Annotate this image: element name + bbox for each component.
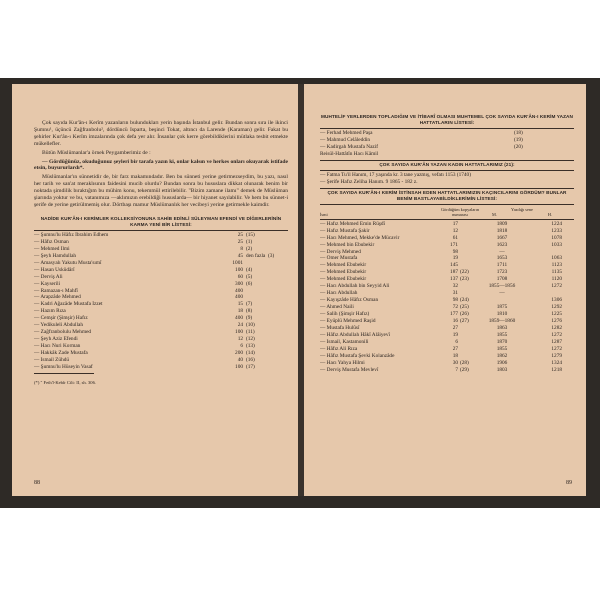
- table-cell: 137: [450, 276, 458, 283]
- table-cell: (26): [460, 311, 469, 318]
- table-cell: — Derviş Mehmed: [320, 248, 361, 255]
- table-cell: (7): [246, 301, 253, 308]
- table-cell: [458, 332, 482, 339]
- table-cell: 1272: [551, 283, 562, 290]
- table-row: [34, 357, 288, 364]
- table-row: [320, 297, 574, 304]
- table-row: [320, 130, 574, 137]
- table-cell: (15): [246, 231, 255, 238]
- table-row: [320, 367, 574, 374]
- column-header-calendars: [482, 212, 562, 217]
- table-cell: [458, 242, 482, 249]
- table-cell: (6): [246, 280, 253, 287]
- table-row: [320, 353, 574, 360]
- list-item: — Fatma Tu'il Hanım, 17 yaşında kr. 3 tane yazmış, vefatı 1153 (1740): [320, 171, 471, 178]
- column-header-count: Gördüğüm kopyaların numarası: [440, 206, 480, 217]
- table-cell: [268, 364, 288, 371]
- table-row: [34, 267, 288, 274]
- table-cell: (27): [460, 318, 469, 325]
- table-cell: [522, 249, 562, 256]
- table-cell: 1224: [551, 220, 562, 227]
- table-cell: (4): [246, 266, 253, 273]
- table-cell: 1708: [496, 276, 508, 283]
- table-cell: — Derviş Mustafa Mevlevî: [320, 366, 379, 373]
- footnote-divider: [34, 373, 94, 374]
- table-cell: [458, 353, 482, 360]
- table-row: [320, 242, 574, 249]
- table-cell: 1282: [551, 325, 562, 332]
- table-row: [320, 283, 574, 290]
- body-paragraph: Müslümanlar'ın sünnetidir de, bir farz makamındadır. Ben bu sünneti yerine getirmezseydim, bu yazı, nasıl her tarih ve san'at meraklısının faidesini mucib olurdu? Bundan sonra bu hususlara dikkat olunarak benim bir noktada şimdilik bıraktığım bu mühim konu, tekemmül ettirilebilir. "Bizim zamane ilamı" demek de Müslüman şiarında yoktur ve bu, vatanımıza —aklımızın erebildiği hususlarda— bir hiyanet sayılabilir. Ve hem bu sünnet-i şerife de yerine getirülmemiş olur. Dörtbaşı mamur Müslümanlık her vecibeyi yerine getirmekle kaimdir.: [34, 174, 288, 208]
- table-cell: (19): [514, 136, 523, 143]
- table-cell: 1875: [496, 304, 508, 311]
- table-row: [320, 269, 574, 276]
- table-cell: [458, 283, 482, 290]
- table-cell: — Hâfız Mustafa Şevki Kolanzâde: [320, 352, 395, 359]
- table-cell: (13): [246, 343, 255, 350]
- table-cell: (24): [460, 297, 469, 304]
- table-cell: — Hacı Nuri Korman: [34, 343, 81, 350]
- table-row: [320, 339, 574, 346]
- table-cell: (11): [246, 329, 255, 336]
- table-cell: — Mehmed bin Ebubekir: [320, 241, 375, 248]
- table-cell: [268, 357, 288, 364]
- left-page: [12, 84, 298, 496]
- table-cell: 24: [237, 322, 243, 329]
- table-cell: — Mehmed Ebubekir: [320, 262, 367, 269]
- table-cell: 18: [452, 352, 458, 359]
- table-cell: 171: [450, 241, 458, 248]
- table-cell: — Ferhad Mehmed Paşa: [320, 130, 373, 136]
- table-cell: — Mahmud Celâleddin: [320, 136, 371, 143]
- table-cell: — Hafız Mustafa Şakir: [320, 227, 370, 234]
- table-cell: [268, 329, 288, 336]
- table-row: [34, 239, 288, 246]
- table-cell: — Amasyalı Yakutu Musta'sımî: [34, 259, 102, 266]
- table-cell: (16): [246, 357, 255, 364]
- table-cell: — Şumnu'lu Hüseyin Vasaf: [34, 363, 93, 370]
- table-cell: 19: [452, 331, 458, 338]
- table-cell: 1324: [551, 359, 562, 366]
- table-cell: [514, 151, 574, 158]
- table-cell: 45: [237, 252, 243, 259]
- table-cell: 1906: [496, 359, 508, 366]
- table-cell: — Mustafa Hulûsî: [320, 325, 360, 332]
- table-cell: 1855—1856: [488, 283, 516, 290]
- table-cell: [458, 339, 482, 346]
- table-cell: (25): [460, 304, 469, 311]
- table-row: [34, 253, 288, 260]
- table-cell: [268, 274, 288, 281]
- column-header-name: İsmi: [320, 211, 328, 217]
- calligrapher-list: [320, 130, 574, 158]
- table-cell: 1287: [551, 338, 562, 345]
- table-row: [34, 260, 288, 267]
- table-cell: — Mehmed Ebubekir: [320, 269, 367, 276]
- table-cell: 1862: [496, 352, 508, 359]
- table-cell: (18): [514, 130, 523, 136]
- column-header-year: [482, 207, 562, 217]
- table-cell: 1292: [551, 304, 562, 311]
- table-cell: — Hâfız Abdullah Hâkî Alâiyevî: [320, 331, 391, 338]
- table-cell: 1225: [551, 311, 562, 318]
- table-cell: [268, 281, 288, 288]
- table-cell: 1623: [496, 241, 508, 248]
- section-title: NADİDE KUR'ÂN-I KERİMLER KOLLEKSİYONUNA SAHİB EDİNLİ SÜLEYMAN EFENDİ VE DİĞERLERİNİN KARMA YENİ BİR LİSTESİ:: [40, 215, 282, 227]
- table-cell: [243, 288, 268, 295]
- table-cell: 1809: [496, 220, 508, 227]
- table-cell: 1653: [496, 255, 508, 262]
- table-cell: 1667: [496, 234, 508, 241]
- table-row: [320, 255, 574, 262]
- table-cell: 27: [452, 345, 458, 352]
- table-cell: — Hakkâk Zade Mustafa: [34, 350, 88, 357]
- table-cell: 17: [452, 220, 458, 227]
- table-cell: — Hasan Üsküdârî: [34, 266, 75, 273]
- table-row: [320, 360, 574, 367]
- table-cell: 15: [237, 301, 243, 308]
- divider: [34, 230, 288, 231]
- table-row: [34, 288, 288, 295]
- table-cell: 40: [237, 357, 243, 364]
- table-cell: (17): [246, 363, 255, 370]
- table-cell: 1120: [551, 276, 562, 283]
- table-cell: 19: [452, 255, 458, 262]
- table-cell: 72: [452, 304, 458, 311]
- calligrapher-list: [34, 232, 288, 371]
- table-row: [320, 346, 574, 353]
- table-cell: 16: [452, 318, 458, 325]
- table-cell: 300: [235, 280, 243, 287]
- section-title: MUHTELİF YERLERDEN TOPLADIĞIM VE İTİBARÎ OLMASI MUHTEMEL ÇOK SAYIDA KUR'ÂN-I KERİM YAZAN HATTATLARIN LİSTESİ:: [320, 114, 574, 125]
- women-calligrapher-list: [320, 172, 574, 186]
- table-cell: 400: [235, 287, 243, 294]
- table-cell: [268, 232, 288, 239]
- table-cell: —: [499, 248, 505, 255]
- table-cell: — Hâfız Ali Rıza: [320, 345, 358, 352]
- table-row: [320, 221, 574, 228]
- page-number: 88: [34, 480, 40, 486]
- table-row: [34, 281, 288, 288]
- table-cell: — Derviş Ali: [34, 273, 63, 280]
- table-cell: (9): [246, 315, 253, 322]
- table-cell: 27: [452, 325, 458, 332]
- section-title: ÇOK SAYIDA KUR'ÂN-I KERİM İSTİNSAH EDEN HATTATLARIMIZIN KAÇINCILARINI GÖRDÜM? BUNLAR BENİM BASTLAYABİLDİKLERİMİN LİSTESİ:: [327, 189, 567, 201]
- table-cell: [268, 239, 288, 246]
- table-cell: [458, 228, 482, 235]
- table-cell: (2): [246, 245, 253, 252]
- table-cell: 31: [452, 290, 458, 297]
- table-cell: (10): [246, 322, 255, 329]
- table-cell: — Arapzâde Mehmed: [34, 294, 81, 301]
- table-cell: [268, 301, 288, 308]
- table-row: [320, 332, 574, 339]
- body-paragraph: Çok sayıda Kur'ân-ı Kerîm yazanların bulundukları yerin başında İstanbul gelir. Bundan sonra sıra ile ikinci Şumnu¹, üçüncü Zağfranbolu², dördüncü Isparta, beşinci Tokat, altıncı da Larende (Karaman) gelir. Fakat bu şehirler Kur'ân-ı Kerîm imzalarında çok defa yer alır. İnsanlar çok kerre görebildiklerini mütlaka tesbit etmekte mükellefler.: [34, 120, 288, 147]
- table-cell: 25: [237, 238, 243, 245]
- table-cell: 25: [237, 231, 243, 238]
- table-row: [34, 364, 288, 371]
- table-cell: 1123: [551, 262, 562, 269]
- table-row: [320, 276, 574, 283]
- table-cell: [268, 260, 288, 267]
- table-cell: 12: [237, 336, 243, 343]
- table-cell: 1859—1860: [488, 318, 516, 325]
- divider: [320, 170, 574, 171]
- table-cell: — Kayserili: [34, 280, 61, 287]
- table-cell: — Ömer Mustafa: [320, 255, 358, 262]
- table-cell: [458, 346, 482, 353]
- table-cell: [268, 322, 288, 329]
- table-row: [320, 249, 574, 256]
- table-cell: 1855: [496, 345, 508, 352]
- table-cell: 1078: [551, 234, 562, 241]
- table-cell: [268, 315, 288, 322]
- table-cell: 12: [452, 227, 458, 234]
- table-cell: 1863: [496, 325, 508, 332]
- table-cell: 1272: [551, 345, 562, 352]
- table-cell: [268, 350, 288, 357]
- table-cell: (28): [460, 359, 469, 366]
- table-cell: 1233: [551, 227, 562, 234]
- table-row: [320, 290, 574, 297]
- table-cell: 1279: [551, 352, 562, 359]
- table-row: [320, 137, 574, 144]
- table-cell: (20): [514, 143, 523, 150]
- table-cell: [268, 267, 288, 274]
- table-cell: — Hafız Mehmed Emin Rüşdî: [320, 220, 386, 227]
- column-header-m: M.: [492, 211, 497, 217]
- table-cell: 400: [235, 294, 243, 301]
- table-cell: — Hâfız Osman: [34, 238, 69, 245]
- table-cell: [243, 260, 268, 267]
- table-cell: — Hacı Abdullah bin Seyyid Ali: [320, 283, 390, 290]
- table-cell: — İsmail Zühdü: [34, 357, 70, 364]
- table-row: [320, 262, 574, 269]
- table-cell: — Salih (Şimşir Hafız): [320, 311, 370, 318]
- table-cell: 1803: [496, 366, 508, 373]
- table-row: [320, 228, 574, 235]
- table-cell: [458, 249, 482, 256]
- table-cell: (12): [246, 336, 255, 343]
- table-cell: 1711: [496, 262, 508, 269]
- table-cell: (3): [268, 252, 275, 259]
- section-title: ÇOK SAYIDA KUR'ÂN YAZAN KADIN HATTATLARIMIZ (21):: [379, 161, 515, 167]
- table-row: [320, 151, 574, 158]
- table-cell: 98: [452, 248, 458, 255]
- table-cell: (23): [460, 276, 469, 283]
- table-cell: — Ahmed Naili: [320, 304, 354, 311]
- footnote: (*) " Feth'l-Kebîr Cilt: II, sh. 306.: [34, 379, 97, 385]
- table-cell: 1306: [551, 297, 562, 304]
- table-cell: 1810: [496, 311, 508, 318]
- table-cell: — Kayışzâde Hâfız Osman: [320, 297, 379, 304]
- divider: [320, 160, 574, 161]
- list-item: — Şerife Hafız Zeliha Hanım. 9 1865 - 182 z.: [320, 178, 418, 185]
- table-cell: [268, 288, 288, 295]
- right-page: [304, 84, 586, 496]
- table-cell: [268, 308, 288, 315]
- table-cell: 30: [452, 359, 458, 366]
- table-cell: 6: [455, 338, 458, 345]
- table-cell: 6: [240, 343, 243, 350]
- table-cell: (29): [460, 366, 469, 373]
- column-header-year-label: Yazdığı sene: [511, 206, 533, 212]
- divider: [320, 204, 574, 205]
- table-cell: 1870: [496, 338, 508, 345]
- table-cell: 61: [452, 234, 458, 241]
- table-row: [320, 144, 574, 151]
- right-page-column: [320, 84, 574, 374]
- table-cell: 100: [235, 363, 243, 370]
- table-cell: [458, 235, 482, 242]
- table-cell: 200: [235, 350, 243, 357]
- table-cell: —: [499, 290, 505, 297]
- table-row: [320, 304, 574, 311]
- left-page-column: [34, 84, 288, 386]
- page-number: 89: [566, 480, 572, 486]
- table-row: [34, 232, 288, 239]
- table-cell: 1855: [496, 331, 508, 338]
- table-row: [320, 311, 574, 318]
- table-cell: [268, 294, 288, 301]
- table-cell: — Kadri Ağazâde Mustafa İzzet: [34, 301, 103, 308]
- table-cell: 1001: [232, 259, 243, 266]
- copyist-table: [320, 221, 574, 374]
- table-cell: — Kadirgah Mustafa Nazif: [320, 143, 379, 150]
- table-cell: 1033: [551, 241, 562, 248]
- table-cell: (14): [246, 350, 255, 357]
- table-row: [34, 274, 288, 281]
- table-cell: — Mehmed Ebubekir: [320, 276, 367, 283]
- table-row: [34, 350, 288, 357]
- divider: [320, 219, 574, 220]
- table-cell: 400: [235, 315, 243, 322]
- table-cell: — Eyüplü Mehmed Raşid: [320, 318, 376, 325]
- table-header: [320, 207, 574, 217]
- table-cell: — Hazım Rıza: [34, 308, 66, 315]
- table-cell: — Hacı Mehmed, Mekke'de Mücavir: [320, 234, 400, 241]
- table-cell: 60: [237, 273, 243, 280]
- table-cell: 8: [240, 245, 243, 252]
- table-cell: — Hacı Abdullah: [320, 290, 358, 297]
- table-cell: — Mehmed İlmi: [34, 245, 70, 252]
- table-cell: — Hacı Yahya Hilmi: [320, 359, 365, 366]
- table-cell: (5): [246, 273, 253, 280]
- table-cell: — Şumnu'lu Hâfız İbrahim Edhem: [34, 231, 109, 238]
- table-cell: [268, 343, 288, 350]
- table-cell: 1135: [551, 269, 562, 276]
- table-cell: 1063: [551, 255, 562, 262]
- table-cell: — İsmail, Kastamonili: [320, 338, 369, 345]
- table-row: [320, 318, 574, 325]
- table-cell: Reisül-Hattâtîn Hacı Kâmil: [320, 150, 379, 157]
- table-cell: [268, 246, 288, 253]
- table-cell: 32: [452, 283, 458, 290]
- table-cell: (8): [246, 308, 253, 315]
- table-cell: — Zağfranbolulu Mehmed: [34, 329, 92, 336]
- table-cell: 98: [452, 297, 458, 304]
- table-cell: 100: [235, 329, 243, 336]
- table-cell: 18: [237, 308, 243, 315]
- table-cell: 1218: [551, 366, 562, 373]
- table-cell: 1276: [551, 318, 562, 325]
- column-header-h: H.: [547, 211, 552, 217]
- table-cell: — Şeyh Aziz Efendi: [34, 336, 78, 343]
- body-paragraph: Bütün Müslümanlar'a örnek Peygamberimiz de :: [42, 149, 151, 156]
- table-cell: 1818: [496, 227, 508, 234]
- table-cell: 177: [450, 311, 458, 318]
- table-row: [34, 246, 288, 253]
- table-cell: 187: [450, 269, 458, 276]
- table-cell: [482, 297, 522, 304]
- table-cell: — Ramazan-ı Mahfî: [34, 287, 78, 294]
- table-cell: — Şeyh Hamdullah: [34, 252, 77, 259]
- table-cell: 1723: [496, 269, 508, 276]
- table-cell: 145: [450, 262, 458, 269]
- table-cell: den fazla: [246, 252, 266, 259]
- divider: [320, 188, 574, 189]
- table-cell: — Yedikuleli Abdullah: [34, 322, 83, 329]
- table-cell: (22): [460, 269, 469, 276]
- hadith-quote: — Gördüğünüz, okuduğunuz şeyleri bir tarafa yazın ki, onlar kalsın ve herkes onları okuyarak istifade etsin, buyururlardı*.: [34, 158, 288, 172]
- table-row: [320, 235, 574, 242]
- table-cell: (1): [246, 238, 253, 245]
- table-cell: [458, 325, 482, 332]
- table-cell: [458, 221, 482, 228]
- table-cell: [268, 336, 288, 343]
- table-cell: 100: [235, 266, 243, 273]
- table-cell: 7: [455, 366, 458, 373]
- table-cell: [458, 255, 482, 262]
- table-cell: [522, 290, 562, 297]
- divider: [320, 128, 574, 129]
- table-row: [320, 325, 574, 332]
- table-cell: 1272: [551, 331, 562, 338]
- table-cell: — Cemşir (Şimşir) Hafız: [34, 315, 88, 322]
